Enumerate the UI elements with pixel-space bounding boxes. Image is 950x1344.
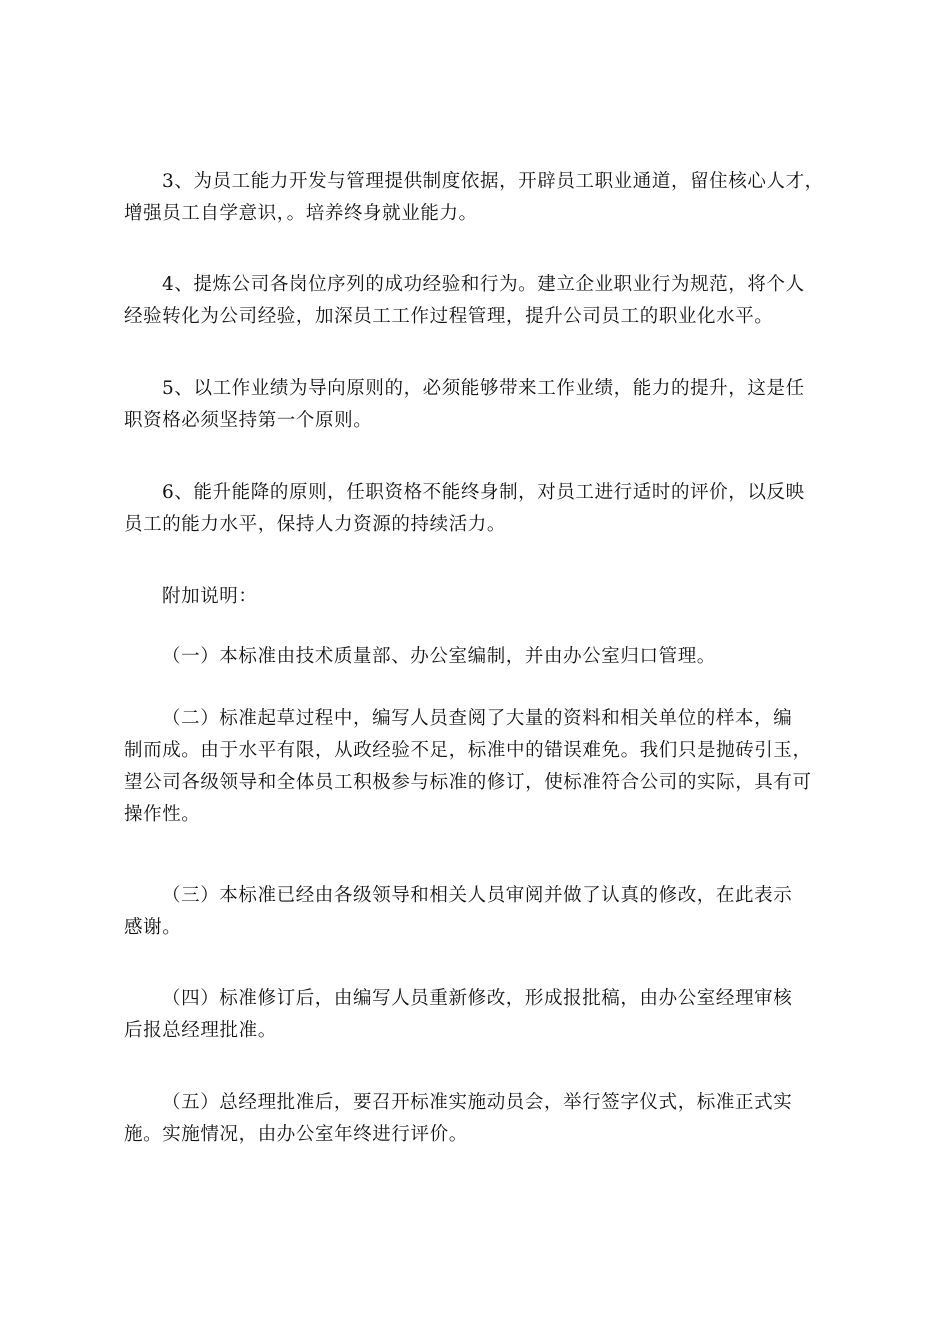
note-4	[124, 983, 844, 1047]
note-line: 施。实施情况，由办公室年终进行评价。	[124, 1124, 468, 1145]
paragraph-line: 3、为员工能力开发与管理提供制度依据，开辟员工职业通道，留住核心人才，	[162, 171, 824, 192]
note-line: 制而成。由于水平有限，从政经验不足，标准中的错误难免。我们只是抛砖引玉，	[124, 740, 812, 761]
note-line: 望公司各级领导和全体员工积极参与标准的修订，使标准符合公司的实际，具有可	[124, 772, 812, 793]
paragraph-line: 6、能升能降的原则，任职资格不能终身制，对员工进行适时的评价，以反映	[162, 482, 805, 503]
note-3	[124, 880, 844, 944]
note-line: （二）标准起草过程中，编写人员查阅了大量的资料和相关单位的样本，编	[162, 708, 793, 729]
paragraph-item-3	[124, 166, 844, 230]
paragraph-line: 员工的能力水平，保持人力资源的持续活力。	[124, 514, 507, 535]
note-line: （一）本标准由技术质量部、办公室编制，并由办公室归口管理。	[162, 646, 716, 667]
note-line: 操作性。	[124, 804, 201, 825]
paragraph-line: 增强员工自学意识，。培养终身就业能力。	[124, 203, 478, 224]
note-line: （五）总经理批准后，要召开标准实施动员会，举行签字仪式，标准正式实	[162, 1092, 793, 1113]
notes-heading: 附加说明：	[162, 586, 258, 607]
note-2	[124, 703, 844, 831]
note-line: （四）标准修订后，由编写人员重新修改，形成报批稿，由办公室经理审核	[162, 988, 793, 1009]
paragraph-item-4	[124, 269, 844, 333]
note-line: （三）本标准已经由各级领导和相关人员审阅并做了认真的修改，在此表示	[162, 885, 793, 906]
note-line: 感谢。	[124, 917, 182, 938]
paragraph-line: 经验转化为公司经验，加深员工工作过程管理，提升公司员工的职业化水平。	[124, 306, 774, 327]
paragraph-item-5	[124, 373, 844, 437]
note-5	[124, 1087, 844, 1151]
paragraph-line: 5、以工作业绩为导向原则的，必须能够带来工作业绩，能力的提升，这是任	[162, 378, 805, 399]
paragraph-line: 职资格必须坚持第一个原则。	[124, 410, 373, 431]
paragraph-line: 4、提炼公司各岗位序列的成功经验和行为。建立企业职业行为规范，将个人	[162, 274, 805, 295]
note-line: 后报总经理批准。	[124, 1020, 277, 1041]
note-1	[124, 641, 844, 673]
paragraph-item-6	[124, 477, 844, 541]
